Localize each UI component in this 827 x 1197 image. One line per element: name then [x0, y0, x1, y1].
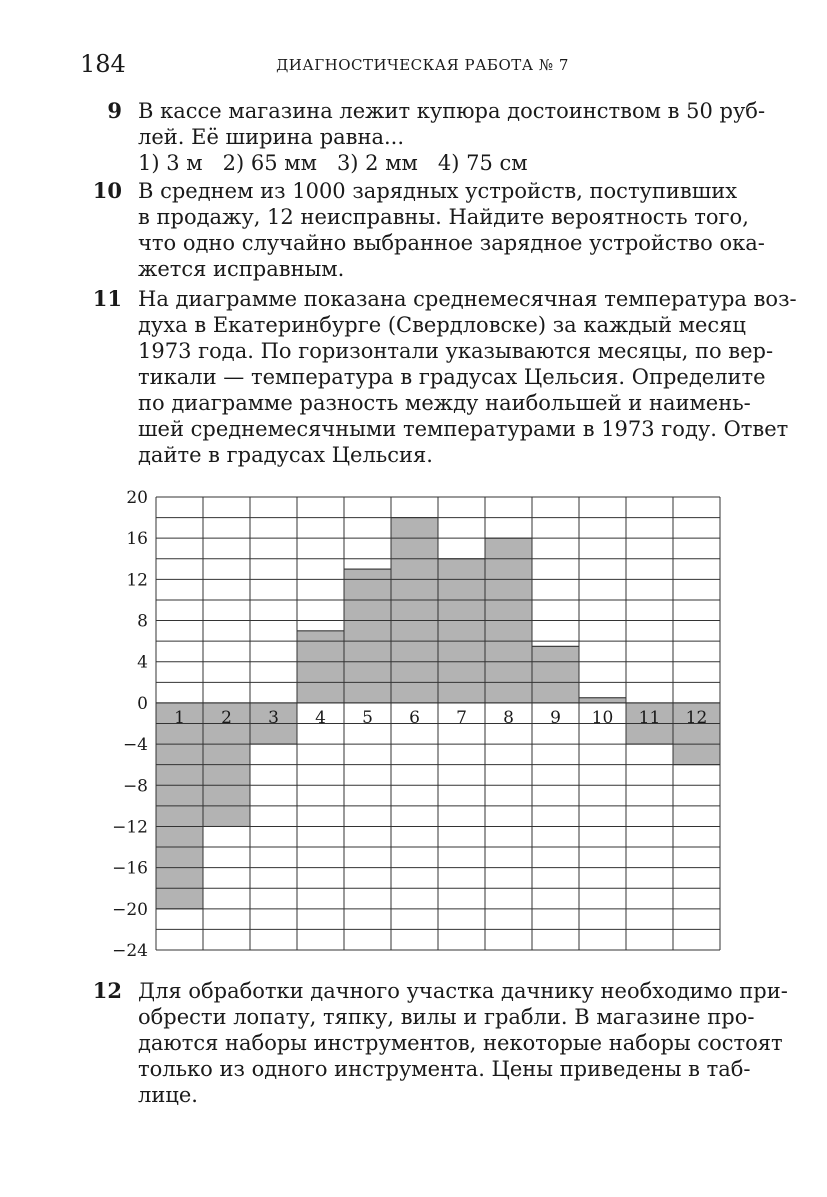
- text-line: даются наборы инструментов, некоторые наборы состоят: [138, 1031, 783, 1055]
- y-tick-label: −8: [122, 776, 148, 797]
- x-tick-label-month: 5: [362, 707, 373, 728]
- x-tick-label-month: 6: [409, 707, 420, 728]
- x-tick-label-month: 8: [503, 707, 514, 728]
- y-tick-label: −16: [112, 858, 148, 879]
- problem-number: 10: [92, 178, 122, 203]
- text-line: тикали — температура в градусах Цельсия. Определите: [138, 365, 766, 389]
- y-tick-label: 16: [126, 529, 148, 550]
- problem-number: 9: [107, 98, 122, 123]
- answer-options: 1) 3 м 2) 65 мм 3) 2 мм 4) 75 см: [138, 151, 528, 175]
- y-tick-label: 4: [137, 652, 148, 673]
- text-line: В среднем из 1000 зарядных устройств, поступивших: [138, 179, 738, 203]
- y-tick-label: 8: [137, 611, 148, 632]
- text-line: обрести лопату, тяпку, вилы и грабли. В магазине про-: [138, 1005, 755, 1029]
- x-tick-label-month: 3: [268, 707, 279, 728]
- problem-12: [80, 978, 788, 1108]
- bar-month-5: [344, 569, 391, 703]
- x-tick-label-month: 4: [315, 707, 326, 728]
- text-line: лей. Её ширина равна...: [138, 125, 405, 149]
- bar-month-6: [391, 518, 438, 703]
- problem-text: [138, 98, 766, 176]
- problem-text: [138, 978, 788, 1108]
- y-tick-label: 20: [126, 488, 148, 508]
- bar-month-10: [579, 698, 626, 703]
- bar-month-4: [297, 631, 344, 703]
- problem-text: [138, 178, 765, 282]
- text-line: что одно случайно выбранное зарядное устройство ока-: [138, 231, 765, 255]
- bar-month-9: [532, 646, 579, 703]
- text-line: лице.: [138, 1083, 198, 1107]
- problem-number: 12: [92, 978, 122, 1003]
- text-line: дайте в градусах Цельсия.: [138, 443, 433, 467]
- y-tick-label: −12: [112, 817, 148, 838]
- text-line: На диаграмме показана среднемесячная температура воз-: [138, 287, 797, 311]
- y-tick-label: −24: [112, 941, 148, 960]
- text-line: шей среднемесячными температурами в 1973 году. Ответ: [138, 417, 789, 441]
- problem-9: [80, 98, 766, 176]
- x-tick-label-month: 10: [591, 707, 614, 728]
- problem-text: [138, 286, 797, 468]
- text-line: 1973 года. По горизонтали указываются месяцы, по вер-: [138, 339, 774, 363]
- y-tick-label: −20: [112, 899, 148, 920]
- temperature-bar-chart: [90, 480, 740, 960]
- y-tick-label: 12: [126, 570, 148, 591]
- text-line: духа в Екатеринбурге (Свердловске) за каждый месяц: [138, 313, 746, 337]
- text-line: жется исправным.: [138, 257, 345, 281]
- page-number: 184: [80, 50, 126, 78]
- problem-11: [80, 286, 797, 468]
- text-line: только из одного инструмента. Цены приведены в таб-: [138, 1057, 751, 1081]
- bar-month-7: [438, 559, 485, 703]
- problem-number: 11: [92, 286, 122, 311]
- text-line: Для обработки дачного участка дачнику необходимо при-: [138, 979, 788, 1003]
- running-title: ДИАГНОСТИЧЕСКАЯ РАБОТА № 7: [276, 56, 569, 74]
- x-tick-label-month: 7: [456, 707, 467, 728]
- text-line: В кассе магазина лежит купюра достоинством в 50 руб-: [138, 99, 766, 123]
- x-tick-label-month: 2: [221, 707, 232, 728]
- x-tick-label-month: 12: [685, 707, 708, 728]
- x-tick-label-month: 11: [638, 707, 661, 728]
- x-tick-label-month: 1: [174, 707, 185, 728]
- text-line: в продажу, 12 неисправны. Найдите вероятность того,: [138, 205, 749, 229]
- text-line: по диаграмме разность между наибольшей и наимень-: [138, 391, 751, 415]
- problem-10: [80, 178, 765, 282]
- x-tick-label-month: 9: [550, 707, 561, 728]
- y-tick-label: 0: [137, 693, 148, 714]
- y-tick-label: −4: [122, 735, 148, 756]
